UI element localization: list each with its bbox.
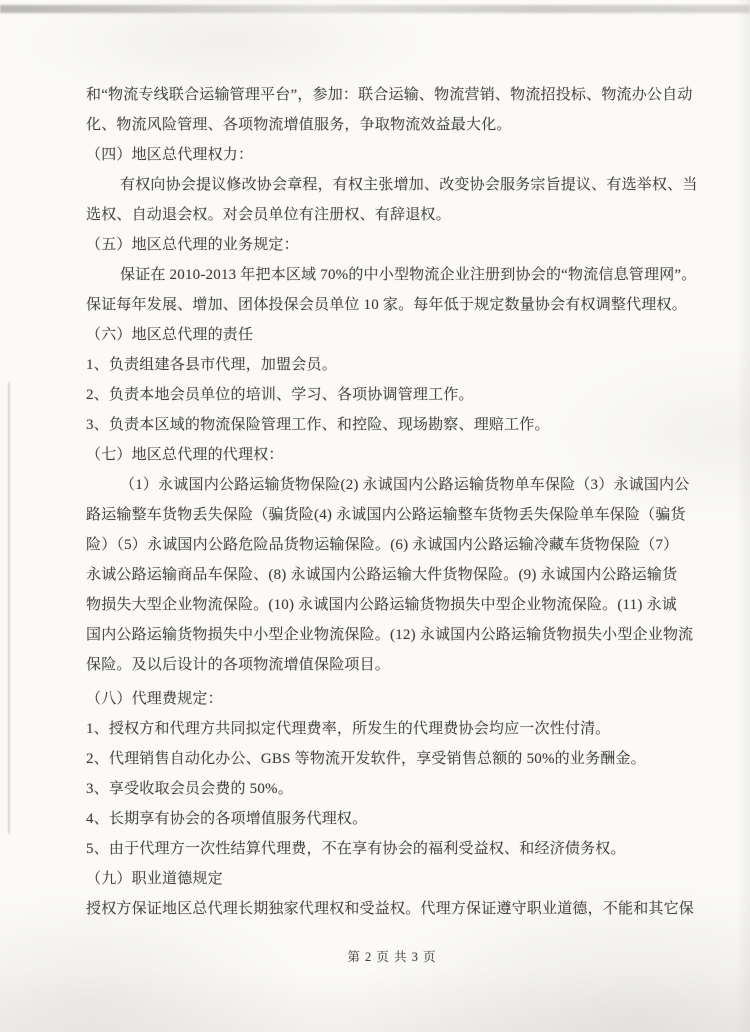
list-item: 3、享受收取会员会费的 50%。 bbox=[86, 781, 293, 797]
page-number: 第 2 页 共 3 页 bbox=[347, 950, 437, 964]
paragraph-line: 和“物流专线联合运输管理平台”，参加：联合运输、物流营销、物流招投标、物流办公自动 bbox=[86, 87, 693, 103]
paragraph-line: 保险。及以后设计的各项物流增值保险项目。 bbox=[86, 657, 391, 673]
paragraph-line: 国内公路运输货物损失中小型企业物流保险。(12) 永诚国内公路运输货物损失小型企业物流 bbox=[86, 627, 694, 643]
paragraph-line: 授权方保证地区总代理长期独家代理权和受益权。代理方保证遵守职业道德，不能和其它保 bbox=[86, 901, 695, 917]
paragraph-line: 化、物流风险管理、各项物流增值服务，争取物流效益最大化。 bbox=[86, 117, 512, 133]
paragraph-line: 保证在 2010-2013 年把本区域 70%的中小型物流企业注册到协会的“物流信息管理网”。 bbox=[120, 267, 697, 283]
section-heading: （六）地区总代理的责任 bbox=[86, 327, 254, 343]
section-heading: （九）职业道德规定 bbox=[86, 871, 223, 887]
list-item: 4、长期享有协会的各项增值服务代理权。 bbox=[86, 811, 368, 827]
section-heading: （四）地区总代理权力： bbox=[86, 147, 254, 163]
scan-artifact-top-band bbox=[0, 5, 750, 13]
paragraph-line: 有权向协会提议修改协会章程，有权主张增加、改变协会服务宗旨提议、有选举权、当 bbox=[120, 177, 698, 193]
list-item: 1、授权方和代理方共同拟定代理费率，所发生的代理费协会均应一次性付清。 bbox=[86, 721, 611, 737]
list-item: 3、负责本区域的物流保险管理工作、和控险、现场勘察、理赔工作。 bbox=[86, 417, 550, 433]
paragraph-line: 物损失大型企业物流保险。(10) 永诚国内公路运输货物损失中型企业物流保险。(11) 永诚 bbox=[86, 597, 677, 613]
document-page bbox=[86, 80, 698, 972]
list-item: 2、负责本地会员单位的培训、学习、各项协调管理工作。 bbox=[86, 387, 474, 403]
scan-artifact-right-shade bbox=[736, 0, 750, 1032]
list-item: 2、代理销售自动化办公、GBS 等物流开发软件，享受销售总额的 50%的业务酬金。 bbox=[86, 751, 646, 767]
paragraph-line: （1）永诚国内公路运输货物保险(2) 永诚国内公路运输货物单车保险（3）永诚国内公 bbox=[120, 477, 690, 493]
paragraph-line: 保证每年发展、增加、团体投保会员单位 10 家。每年低于规定数量协会有权调整代理权。 bbox=[86, 297, 687, 313]
list-item: 1、负责组建各县市代理，加盟会员。 bbox=[86, 357, 337, 373]
section-heading: （五）地区总代理的业务规定： bbox=[86, 237, 299, 253]
section-heading: （八）代理费规定： bbox=[86, 691, 223, 707]
section-heading: （七）地区总代理的代理权： bbox=[86, 447, 284, 463]
scan-artifact-left-line bbox=[8, 382, 10, 834]
paragraph-line: 险）（5）永诚国内公路危险品货物运输保险。(6) 永诚国内公路运输冷藏车货物保险（7） bbox=[86, 537, 679, 553]
paragraph-line: 选权、自动退会权。对会员单位有注册权、有辞退权。 bbox=[86, 207, 451, 223]
paragraph-line: 永诚公路运输商品车保险、(8) 永诚国内公路运输大件货物保险。(9) 永诚国内公路运输货 bbox=[86, 567, 678, 583]
list-item: 5、由于代理方一次性结算代理费，不在享有协会的福利受益权、和经济债务权。 bbox=[86, 841, 626, 857]
paragraph-line: 路运输整车货物丢失保险（骗货险(4) 永诚国内公路运输整车货物丢失保险单车保险（骗货 bbox=[86, 507, 686, 523]
